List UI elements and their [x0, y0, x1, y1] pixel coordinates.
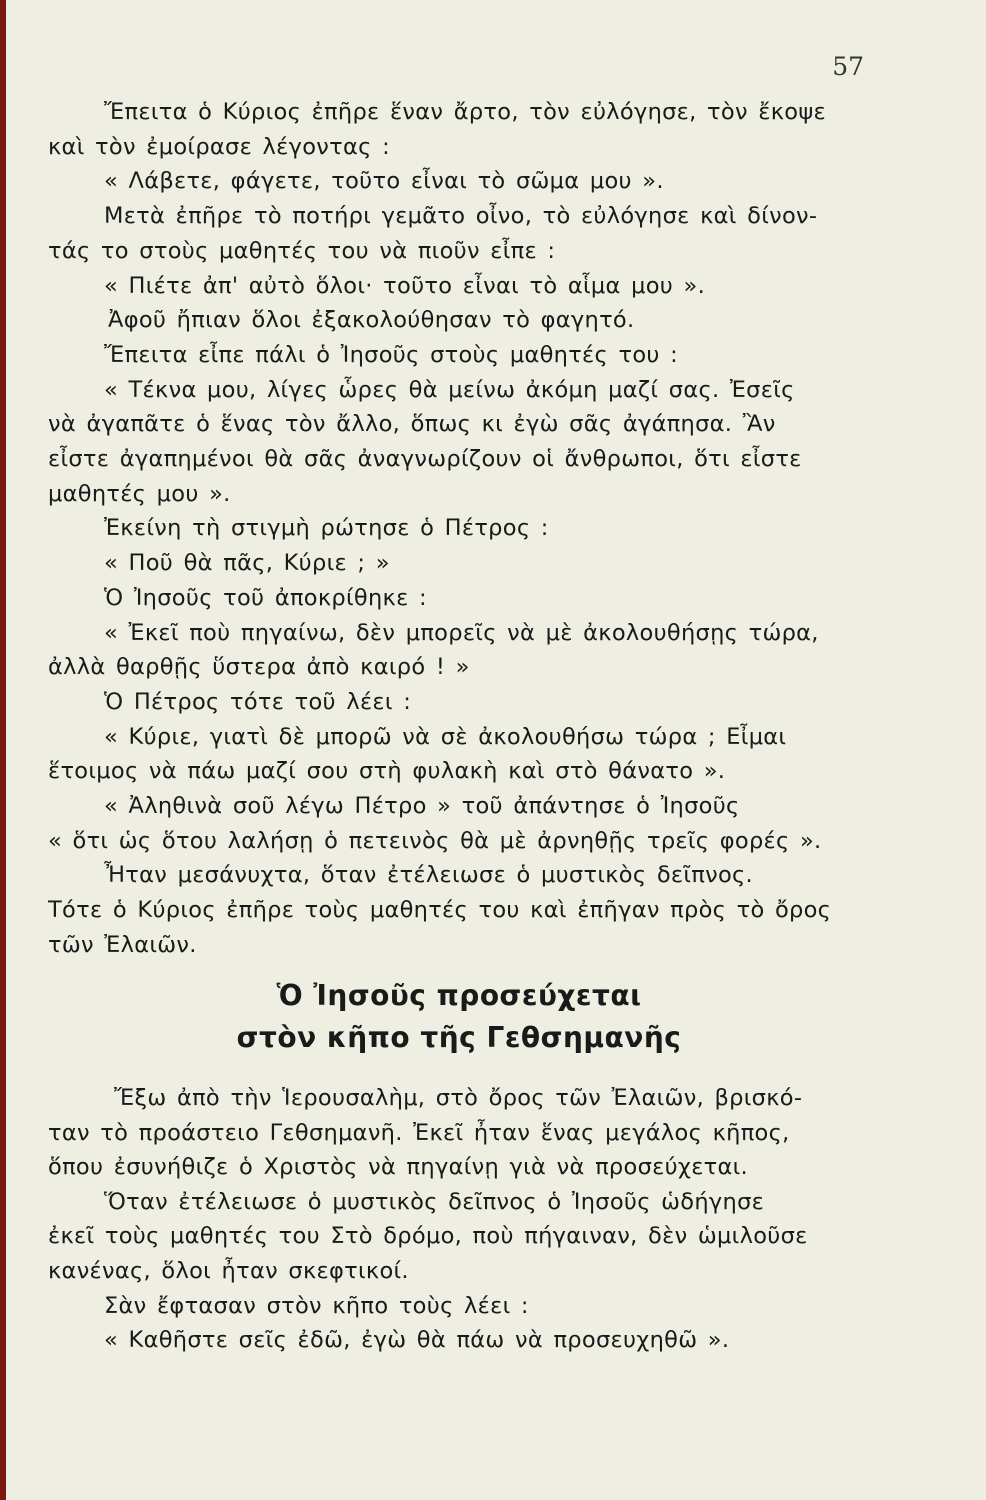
text-line: ταν τὸ προάστειο Γεθσημανῆ. Ἐκεῖ ἦταν ἕνας μεγάλος κῆπος, [48, 1119, 790, 1146]
text-line: Τότε ὁ Κύριος ἐπῆρε τοὺς μαθητές του καὶ ἐπῆγαν πρὸς τὸ ὄρος [48, 897, 832, 924]
body-text-section-1 [48, 95, 870, 963]
text-line: « Λάβετε, φάγετε, τοῦτο εἶναι τὸ σῶμα μου ». [104, 168, 664, 195]
heading-line-2: στὸν κῆπο τῆς Γεθσημανῆς [236, 1021, 682, 1054]
text-line: « Πιέτε ἀπ' αὐτὸ ὅλοι· τοῦτο εἶναι τὸ αἷμα μου ». [104, 272, 706, 299]
text-line: Σὰν ἔφτασαν στὸν κῆπο τοὺς λέει : [104, 1292, 529, 1319]
heading-line-1: Ὁ Ἰησοῦς προσεύχεται [276, 979, 642, 1012]
text-line: νὰ ἀγαπᾶτε ὁ ἕνας τὸν ἄλλο, ὅπως κι ἐγὼ σᾶς ἀγάπησα. Ἂν [48, 411, 776, 438]
text-line: « Ποῦ θὰ πᾶς, Κύριε ; » [104, 550, 390, 577]
text-line: « Ἀληθινὰ σοῦ λέγω Πέτρο » τοῦ ἀπάντησε ὁ Ἰησοῦς [104, 793, 740, 820]
text-line: τῶν Ἐλαιῶν. [48, 931, 197, 958]
text-line: « Καθῆστε σεῖς ἐδῶ, ἐγὼ θὰ πάω νὰ προσευχηθῶ ». [104, 1327, 730, 1354]
page-number: 57 [832, 52, 864, 81]
text-line: κανένας, ὅλοι ἦταν σκεφτικοί. [48, 1257, 409, 1284]
text-line: ἀλλὰ θαρθῇς ὕστερα ἀπὸ καιρό ! » [48, 654, 470, 681]
text-line: ἐκεῖ τοὺς μαθητές του Στὸ δρόμο, ποὺ πήγαιναν, δὲν ὡμιλοῦσε [48, 1223, 808, 1250]
text-line: « ὅτι ὡς ὅτου λαλήσῃ ὁ πετεινὸς θὰ μὲ ἀρνηθῇς τρεῖς φορές ». [48, 827, 822, 854]
text-line: Ὅταν ἐτέλειωσε ὁ μυστικὸς δεῖπνος ὁ Ἰησοῦς ὡδήγησε [104, 1188, 765, 1215]
text-line: Ἐκείνη τὴ στιγμὴ ρώτησε ὁ Πέτρος : [104, 515, 549, 542]
text-line: τάς το στοὺς μαθητές του νὰ πιοῦν εἶπε : [48, 237, 556, 264]
body-text-section-2 [48, 1081, 870, 1358]
section-heading [48, 975, 870, 1059]
text-line: καὶ τὸν ἐμοίρασε λέγοντας : [48, 133, 390, 160]
text-line: Ἔπειτα ὁ Κύριος ἐπῆρε ἕναν ἄρτο, τὸν εὐλόγησε, τὸν ἔκοψε [104, 99, 826, 125]
text-line: Ὁ Πέτρος τότε τοῦ λέει : [104, 688, 412, 715]
text-line: Ἦταν μεσάνυχτα, ὅταν ἐτέλειωσε ὁ μυστικὸς δεῖπνος. [104, 862, 754, 889]
text-line: « Κύριε, γιατὶ δὲ μπορῶ νὰ σὲ ἀκολουθήσω τώρα ; Εἶμαι [104, 723, 787, 750]
text-line: Ἔξω ἀπὸ τὴν Ἱερουσαλὴμ, στὸ ὄρος τῶν Ἐλαιῶν, βρισκό- [114, 1085, 803, 1111]
text-line: εἶστε ἀγαπημένοι θὰ σᾶς ἀναγνωρίζουν οἱ ἄνθρωποι, ὅτι εἶστε [48, 446, 802, 473]
page-edge [0, 0, 6, 1500]
text-line: μαθητές μου ». [48, 480, 231, 507]
text-line: Ἀφοῦ ἤπιαν ὅλοι ἐξακολούθησαν τὸ φαγητό. [108, 307, 635, 334]
text-line: ὅπου ἐσυνήθιζε ὁ Χριστὸς νὰ πηγαίνῃ γιὰ νὰ προσεύχεται. [48, 1154, 749, 1181]
text-line: « Ἐκεῖ ποὺ πηγαίνω, δὲν μπορεῖς νὰ μὲ ἀκολουθήσῃς τώρα, [104, 619, 819, 646]
text-line: Μετὰ ἐπῆρε τὸ ποτήρι γεμᾶτο οἶνο, τὸ εὐλόγησε καὶ δίνον- [104, 203, 818, 230]
text-line: Ἔπειτα εἶπε πάλι ὁ Ἰησοῦς στοὺς μαθητές του : [104, 341, 679, 368]
text-line: ἕτοιμος νὰ πάω μαζί σου στὴ φυλακὴ καὶ στὸ θάνατο ». [48, 758, 726, 785]
text-line: Ὁ Ἰησοῦς τοῦ ἀποκρίθηκε : [104, 584, 427, 611]
text-line: « Τέκνα μου, λίγες ὧρες θὰ μείνω ἀκόμη μαζί σας. Ἐσεῖς [104, 376, 795, 403]
